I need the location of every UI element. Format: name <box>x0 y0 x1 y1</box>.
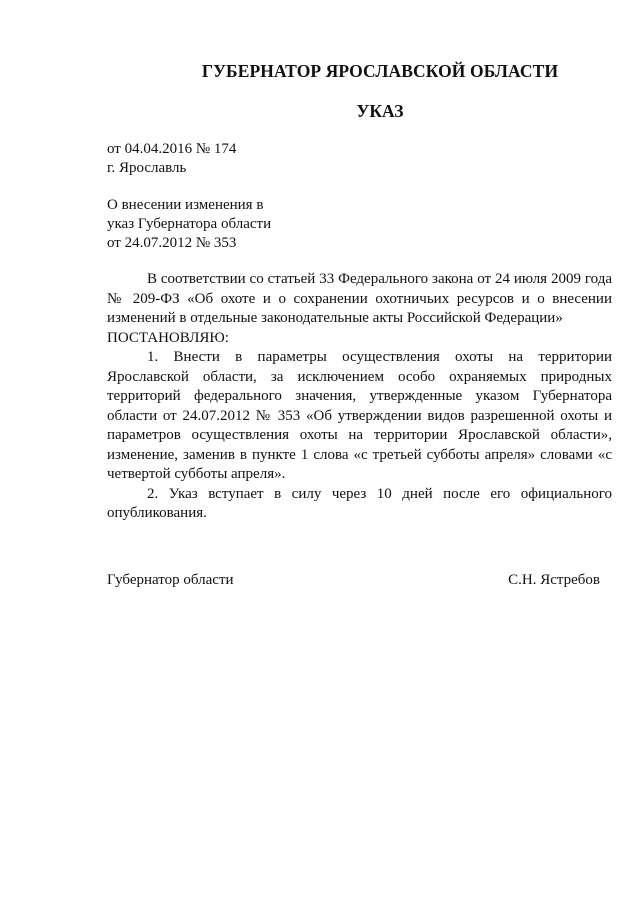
city: г. Ярославль <box>107 160 187 176</box>
document-body <box>107 270 612 524</box>
subject-line: от 24.07.2012 № 353 <box>107 235 237 251</box>
order-word: ПОСТАНОВЛЯЮ: <box>107 329 229 346</box>
item-2-paragraph: 2. Указ вступает в силу через 10 дней после его официального опубликования. <box>107 485 612 521</box>
issuing-authority: ГУБЕРНАТОР ЯРОСЛАВСКОЙ ОБЛАСТИ <box>201 61 559 81</box>
item-1-paragraph: 1. Внести в параметры осуществления охоты на территории Ярославской области, за исключением особо охраняемых природных территорий федерального значения, утвержденные указом Губернатора области от 24.07.2012 № 353 «Об утверждении видов разрешенной охоты и параметров осуществления охоты на территории Ярославской области», изменение, заменив в пункте 1 слова «с третьей субботы апреля» словами «с четвертой субботы апреля». <box>107 349 612 482</box>
date-number: от 04.04.2016 № 174 <box>107 141 237 157</box>
signatory-name: С.Н. Ястребов <box>508 572 600 588</box>
preamble-paragraph: В соответствии со статьей 33 Федерального закона от 24 июля 2009 года № 209-ФЗ «Об охоте и о сохранении охотничьих ресурсов и о внесении изменений в отдельные законодательные акты Российской Федерации» <box>107 271 612 326</box>
signatory-position: Губернатор области <box>107 572 234 588</box>
subject-line: указ Губернатора области <box>107 216 272 232</box>
subject-line: О внесении изменения в <box>107 197 264 213</box>
document-type: УКАЗ <box>356 101 404 121</box>
document-subject <box>107 196 271 253</box>
